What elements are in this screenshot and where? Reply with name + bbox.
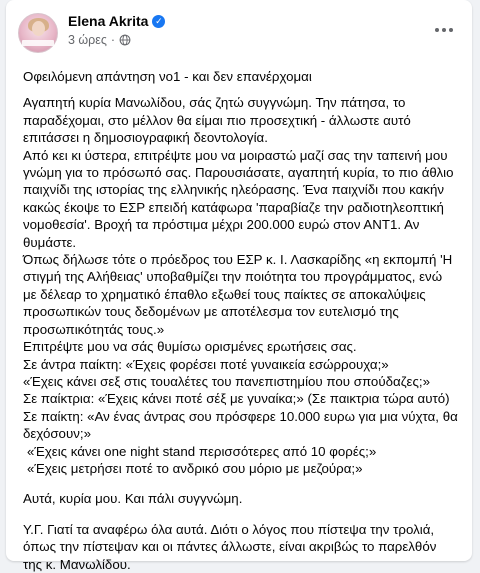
- post-paragraph: Σε παίκτη: «Αν ένας άντρας σου πρόσφερε 10.000 ευρω για μια νύχτα, θα δεχόσουν;»: [23, 408, 458, 442]
- post-paragraph: Υ.Γ. Γιατί τα αναφέρω όλα αυτά. Διότι ο λόγος που πίστεψα την τρολιά, όπως την πίστεψαν και οι πάντες άλλωστε, είναι ακριβώς το παρελθόν της κ. Μανωλίδου.: [23, 521, 437, 572]
- post-paragraph: Επιτρέψτε μου να σάς θυμίσω ορισμένες ερωτήσεις σας.: [23, 339, 357, 355]
- post-paragraph: Αγαπητή κυρία Μανωλίδου, σάς ζητώ συγγνώμη. Την πάτησα, το παραδέχομαι, στο μέλλον θα είμαι πιο προσεχτική - άλλωστε αυτό επιτάσσει η δημοσιογραφική δεοντολογία.: [23, 95, 411, 146]
- post-paragraph: Αυτά, κυρία μου. Και πάλι συγγνώμη.: [23, 491, 243, 507]
- post-paragraph: Όπως δήλωσε τότε ο πρόεδρος του ΕΣΡ κ. Ι. Λασκαρίδης «η εκπομπή 'Η στιγμή της Αλήθειας' υποβαθμίζει την ποιότητα του προγράμματος, ενώ με δέλεαρ το χρηματικό έπαθλο εξωθεί τους παίκτες σε αποκαλύψεις προσωπικών τους δεδομένων με αποτέλεσμα τον ευτελισμό της προσωπικότητάς τους.»: [23, 252, 453, 337]
- avatar[interactable]: [18, 13, 58, 53]
- post-timestamp[interactable]: 3 ώρες: [68, 33, 107, 47]
- post-paragraph: Σε άντρα παίκτη: «Έχεις φορέσει ποτέ γυναικεία εσώρρουχα;»: [23, 356, 389, 372]
- post-header: [6, 0, 472, 62]
- post-meta: [68, 33, 131, 47]
- post-paragraph: Από κει κι ύστερα, επιτρέψτε μου να μοιραστώ μαζί σας την ταπεινή μου γνώμη για το πρόσωπό σας. Παρουσιάσατε, αγαπητή κυρία, το πιο άθλιο παιχνίδι της ιστορίας της ελληνικής ηλεόρασης. Ένα παιχνίδι που κακήν κακώς έκοψε το ΕΣΡ επειδή κατάφωρα 'παραβίαζε την ραδιοτηλεοπτική νομοθεσία'. Βροχή τα πρόστιμα μέχρι 200.000 ευρώ στον ΑΝΤ1. Αν θυμάστε.: [23, 147, 454, 250]
- post-paragraph: Σε παίκτρια: «Έχεις κάνει ποτέ σέξ με γυναίκα;» (Σε παικτρια τώρα αυτό): [23, 391, 450, 407]
- post-paragraph: «Έχεις μετρήσει ποτέ το ανδρικό σου μόριο με μεζούρα;»: [27, 460, 363, 476]
- post-heading: Οφειλόμενη απάντηση νο1 - και δεν επανέρχομαι: [23, 69, 312, 84]
- author-name[interactable]: Elena Akrita: [68, 13, 149, 29]
- post-paragraph: «Έχεις κάνει one night stand περισσότερες από 10 φορές;»: [27, 443, 377, 459]
- post-paragraph: «Έχεις κάνει σεξ στις τουαλέτες του πανεπιστημίου που σπούδαζες;»: [23, 373, 430, 389]
- meta-separator: ·: [110, 33, 116, 47]
- post-card: [6, 0, 472, 572]
- more-horizontal-icon[interactable]: [430, 20, 458, 40]
- avatar-label-strip: [22, 40, 54, 46]
- post-text: [23, 68, 459, 573]
- avatar-face: [32, 21, 45, 36]
- verified-badge-icon: ✓: [152, 15, 165, 28]
- globe-icon[interactable]: [119, 34, 131, 46]
- author-row: [68, 13, 165, 29]
